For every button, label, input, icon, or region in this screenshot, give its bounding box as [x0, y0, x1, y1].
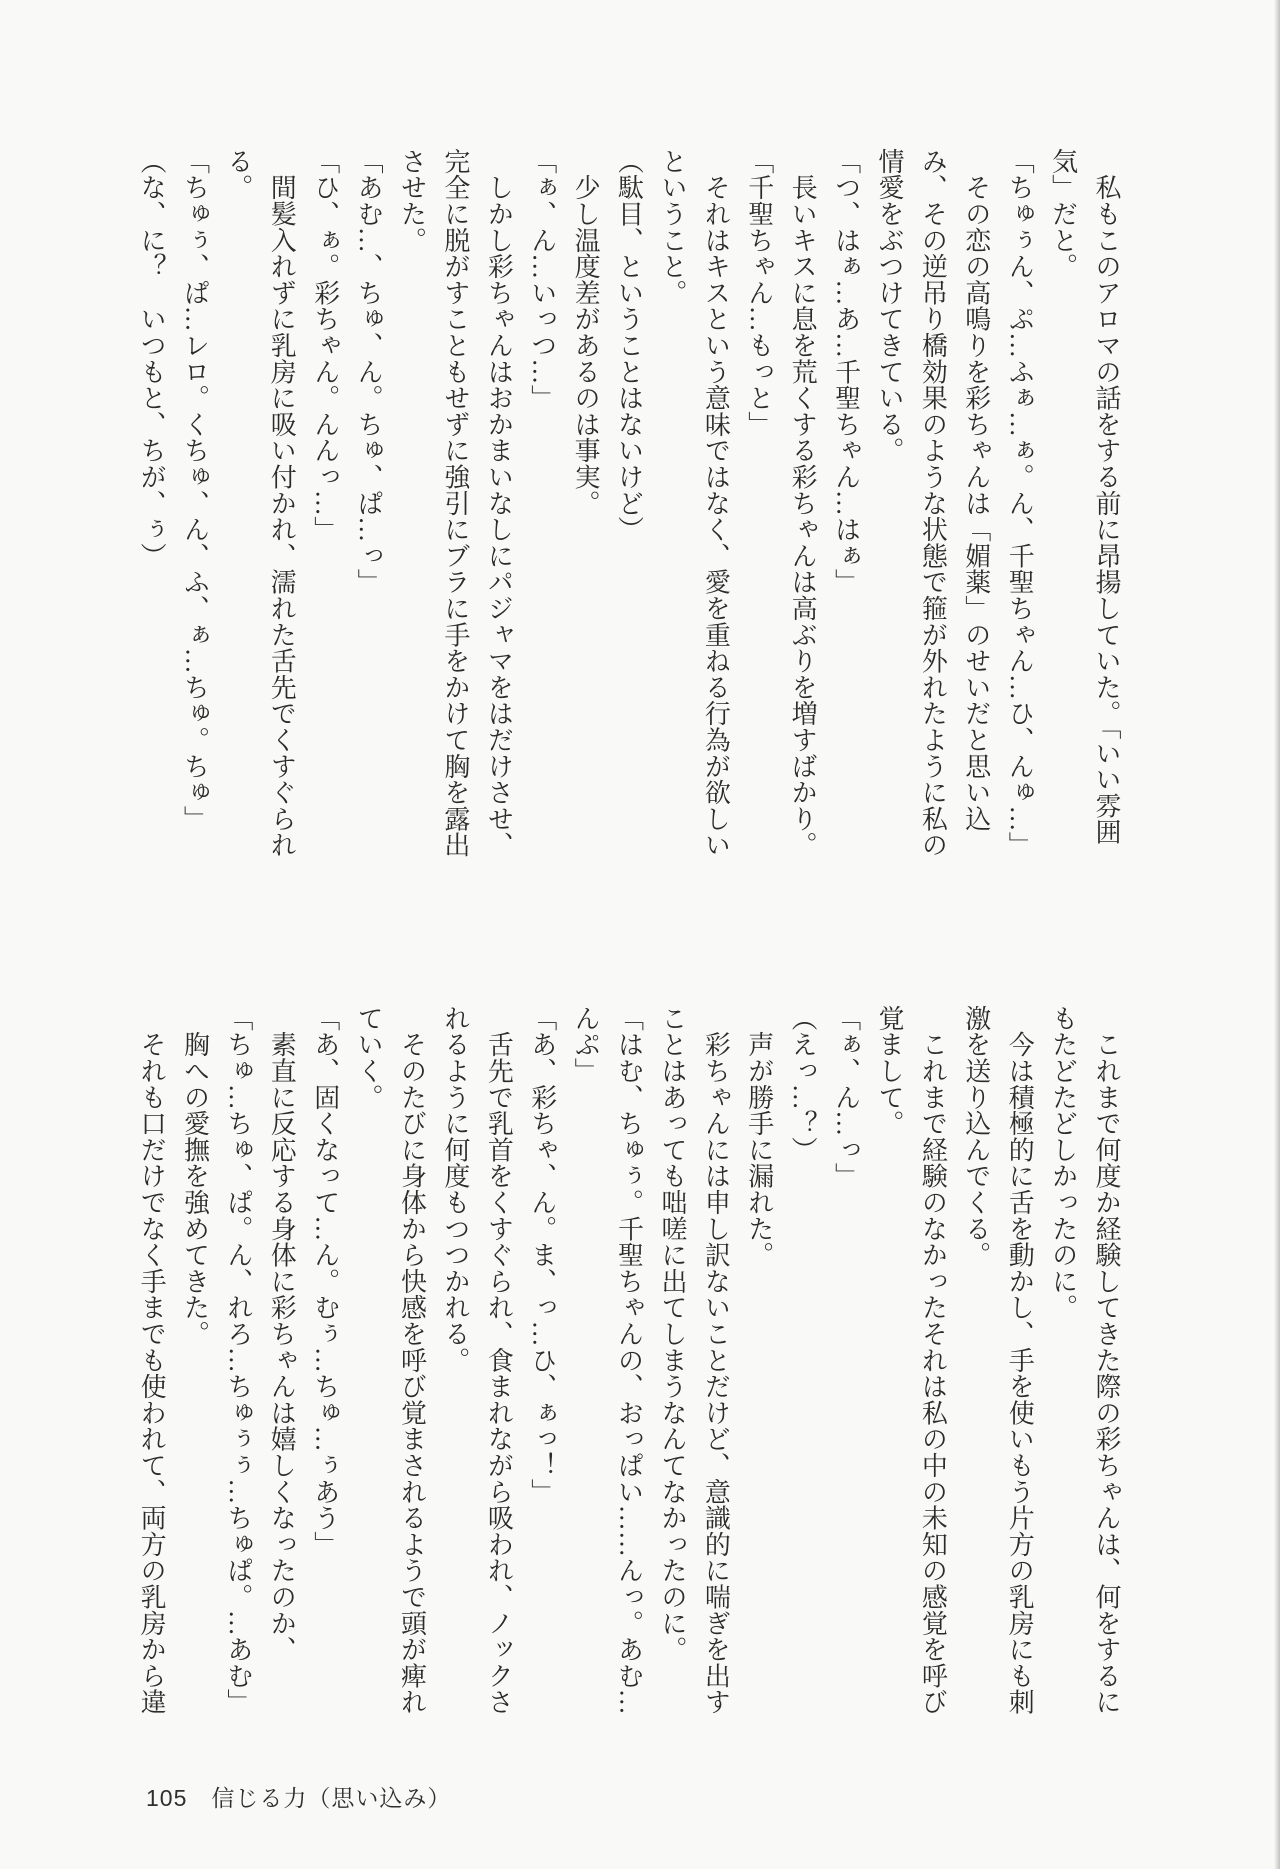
- text-column: 「ぁ、ん…っ」: [831, 1005, 861, 1190]
- text-column: これまで何度か経験してきた際の彩ちゃんは、何をするに: [1092, 1005, 1121, 1716]
- text-column: ことはあっても咄嗟に出てしまうなんてなかったのに。: [657, 1005, 687, 1663]
- text-column: させた。: [397, 148, 427, 254]
- text-column: 声が勝手に漏れた。: [744, 1005, 774, 1268]
- text-column: 激を送り込んでくる。: [961, 1005, 991, 1268]
- upper-text-block: [126, 148, 1128, 864]
- text-column: 完全に脱がすこともせずに強引にブラに手をかけて胸を露出: [440, 148, 470, 859]
- text-column: （えっ…？）: [788, 1005, 818, 1163]
- text-column: 「ひ、ぁ。彩ちゃん。んんっ…」: [310, 148, 340, 543]
- text-column: 「あむ…、ちゅ、ん。ちゅ、ぱ…っ」: [354, 148, 384, 596]
- text-column: 素直に反応する身体に彩ちゃんは嬉しくなったのか、: [267, 1005, 297, 1663]
- text-column: それはキスという意味ではなく、愛を重ねる行為が欲しい: [701, 148, 731, 859]
- text-column: み、その逆吊り橋効果のような状態で箍が外れたように私の: [918, 148, 948, 859]
- text-column: 私もこのアロマの話をする前に昂揚していた。「いい雰囲: [1092, 148, 1121, 846]
- text-column: （駄目、ということはないけど）: [614, 148, 644, 543]
- text-column: 「ちゅぅ、ぱ…レロ。くちゅ、ん、ふ、ぁ…ちゅ。ちゅ」: [180, 148, 210, 832]
- text-column: ということ。: [657, 148, 687, 306]
- text-column: 「ちゅぅん、ぷ…ふぁ…ぁ。ん、千聖ちゃん…ひ、んゅ…」: [1005, 148, 1035, 859]
- text-column: 「あ、彩ちゃ、ん。ま、っ…ひ、ぁっ！」: [527, 1005, 557, 1505]
- text-column: れるように何度もつつかれる。: [440, 1005, 470, 1374]
- text-column: 気」だと。: [1048, 148, 1078, 280]
- text-column: 「つ、はぁ…あ…千聖ちゃん…はぁ」: [831, 148, 861, 596]
- text-column: 「ぁ、ん…いっつ…」: [527, 148, 557, 411]
- text-column: 少し温度差があるのは事実。: [571, 148, 601, 517]
- page-number: 105: [146, 1785, 188, 1811]
- text-column: 「ちゅ…ちゅ、ぱ。ん、れろ…ちゅぅぅ…ちゅぱ。…あむ」: [223, 1005, 253, 1716]
- text-column: 情愛をぶつけてきている。: [874, 148, 904, 464]
- text-column: 覚まして。: [874, 1005, 904, 1137]
- text-column: 「はむ、ちゅぅ。千聖ちゃんの、おっぱい……んっ。あむ…: [614, 1005, 644, 1716]
- text-column: 「あ、固くなって…ん。むぅ…ちゅ…ぅあう」: [310, 1005, 340, 1558]
- text-column: る。: [223, 148, 253, 201]
- text-column: んぷ」: [571, 1005, 601, 1084]
- text-column: 長いキスに息を荒くする彩ちゃんは高ぶりを増すばかり。: [788, 148, 818, 859]
- text-column: もたどたどしかったのに。: [1048, 1005, 1078, 1321]
- page-footer: [146, 1780, 451, 1813]
- text-column: 舌先で乳首をくすぐられ、食まれながら吸われ、ノックさ: [484, 1005, 514, 1716]
- text-column: 間髪入れずに乳房に吸い付かれ、濡れた舌先でくすぐられ: [267, 148, 297, 859]
- footer-title: 信じる力（思い込み）: [211, 1785, 452, 1811]
- lower-text-block: [126, 1005, 1128, 1721]
- text-column: （な、に？ いつもと、ちが、ぅ）: [137, 148, 167, 569]
- text-column: 今は積極的に舌を動かし、手を使いもう片方の乳房にも刺: [1005, 1005, 1035, 1716]
- text-column: ていく。: [354, 1005, 384, 1111]
- text-column: 彩ちゃんには申し訳ないことだけど、意識的に喘ぎを出す: [701, 1005, 731, 1716]
- text-column: その恋の高鳴りを彩ちゃんは「媚薬」のせいだと思い込: [961, 148, 991, 832]
- text-column: しかし彩ちゃんはおかまいなしにパジャマをはだけさせ、: [484, 148, 514, 859]
- scan-edge-shadow: [1274, 0, 1280, 1869]
- text-column: これまで経験のなかったそれは私の中の未知の感覚を呼び: [918, 1005, 948, 1716]
- text-column: それも口だけでなく手までも使われて、両方の乳房から違: [137, 1005, 167, 1716]
- text-column: 胸への愛撫を強めてきた。: [180, 1005, 210, 1347]
- text-column: そのたびに身体から快感を呼び覚まされるようで頭が痺れ: [397, 1005, 427, 1716]
- text-column: 「千聖ちゃん…もっと」: [744, 148, 774, 438]
